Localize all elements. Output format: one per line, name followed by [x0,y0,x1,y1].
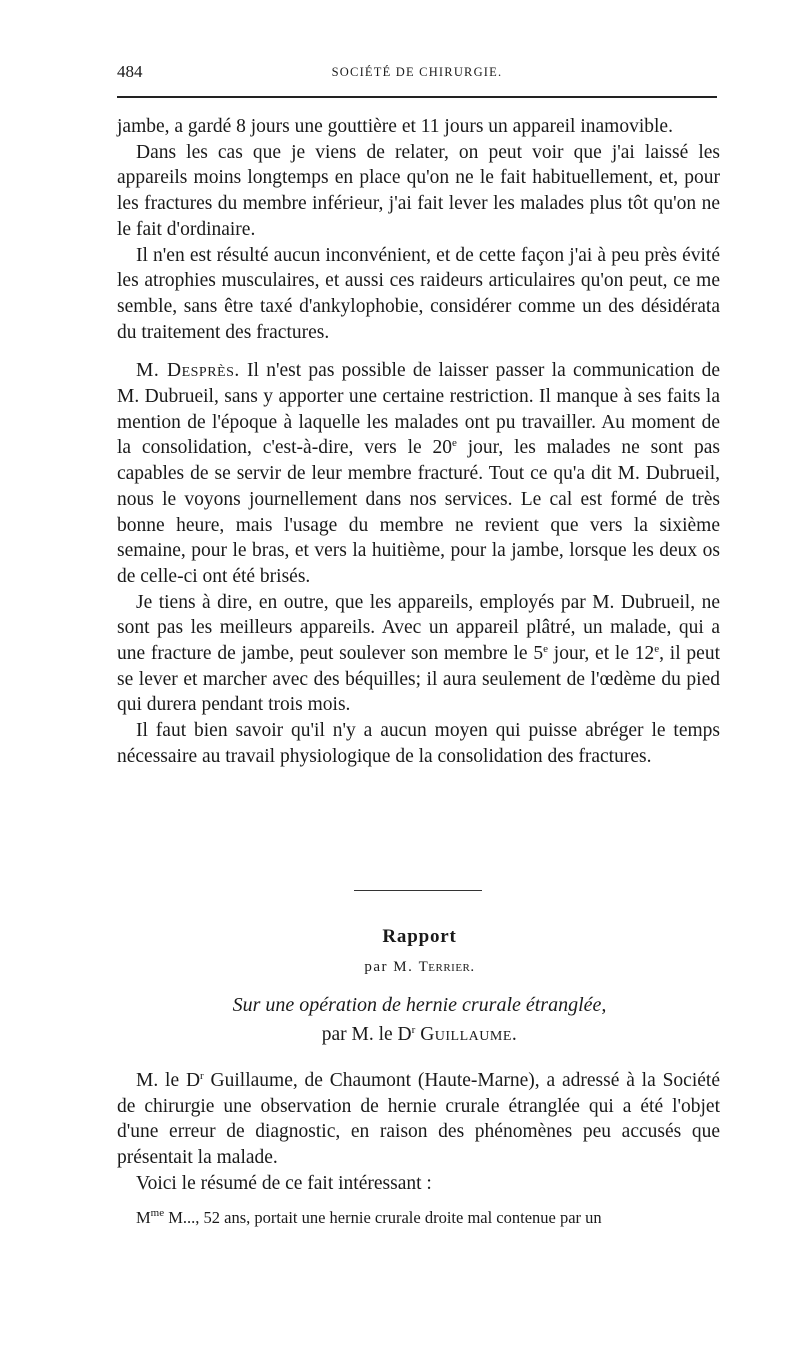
reporter-name: Terrier. [418,959,475,975]
ordinal-suffix: e [543,643,548,656]
report-subject: Sur une opération de hernie crurale étranglée, [232,994,607,1016]
page-number: 484 [117,62,143,81]
paragraph-despres [117,358,720,589]
header-rule [117,96,717,98]
report-text [117,1068,720,1229]
paragraph-despres-text-a: Il n'est pas possible de laisser passer la communication de M. Dubrueil, sans y apporter une certaine restriction. Il manque à ses faits la mention de l'époque à laquelle les malades ont pu travailler. Au moment de la consolidation, c'est-à-dire, vers le 20 [117,360,720,459]
report-paragraph-1-text-a: M. le D [136,1070,201,1091]
paragraph-5-text-b: jour, et le 12 [548,643,655,665]
speaker-name: M. Desprès. [136,360,240,382]
running-title: SOCIÉTÉ DE CHIRURGIE. [331,65,503,79]
report-heading: Rapport [382,926,457,947]
paragraph-5-text-c: , il peut se lever et marcher avec des béquilles; il aura seulement de l'œdème du pied qui durera pendant trois mois. [117,643,720,716]
ordinal-suffix: e [452,437,457,450]
main-text [117,114,720,770]
report-paragraph-2: Voici le résumé de ce fait intéressant : [136,1172,432,1194]
report-paragraph-3-text-b: M..., 52 ans, portait une hernie crurale droite mal contenue par un [164,1207,602,1227]
ordinal-suffix: e [654,643,660,656]
title-suffix: me [150,1206,165,1219]
report-paragraph-1 [117,1068,720,1171]
page-header [117,62,717,84]
paragraph-6: Il faut bien savoir qu'il n'y a aucun moyen qui puisse abréger le temps nécessaire au travail physiologique de la consolidation des fractures. [117,720,720,767]
paragraph-2: Dans les cas que je viens de relater, on peut voir que j'ai laissé les appareils moins longtemps en place qu'on ne le fait habituellement, et, pour les fractures du membre inférieur, j'ai fait lever les malades plus tôt qu'on ne le fait d'ordinaire. [117,141,720,240]
title-suffix: r [411,1024,416,1036]
byline-prefix: par M. le D [321,1024,412,1045]
byline-name: Guillaume. [420,1024,518,1045]
report-paragraph-3 [117,1207,720,1229]
report-paragraph-3-text-a: M [136,1207,151,1227]
reporter-prefix: par M. [364,959,419,975]
section-divider [354,890,482,891]
reporter-line [117,959,722,976]
paragraph-1: jambe, a gardé 8 jours une gouttière et 11 jours un appareil inamovible. [117,116,673,137]
report-byline [117,1024,722,1046]
paragraph-5 [117,590,720,719]
paragraph-despres-text-b: jour, les malades ne sont pas capables de se servir de leur membre fracturé. Tout ce qu'a dit M. Dubrueil, nous le voyons journellement dans nos services. Le cal est formé de très bonne heure, mais l'usage du membre ne revient que vers la sixième semaine, pour le bras, et vers la huitième, pour la jambe, lorsque les deux os de celle-ci ont été brisés. [117,437,720,587]
report-paragraph-1-text-b: Guillaume, de Chaumont (Haute-Marne), a adressé à la Société de chirurgie une observation de hernie crurale étranglée qui a été l'objet d'une erreur de diagnostic, en raison des phénomènes peu accusés que présentait la malade. [117,1070,720,1169]
paragraph-3: Il n'en est résulté aucun inconvénient, et de cette façon j'ai à peu près évité les atrophies musculaires, et aussi ces raideurs articulaires qu'on peut, ce me semble, sans être taxé d'ankylophobie, considérer comme un des désidérata du traitement des fractures. [117,244,720,343]
paragraph-5-text-a: Je tiens à dire, en outre, que les appareils, employés par M. Dubrueil, ne sont pas les meilleurs appareils. Avec un appareil plâtré, un malade, qui a une fracture de jambe, peut soulever son membre le 5 [117,591,720,665]
title-suffix: r [200,1070,204,1082]
